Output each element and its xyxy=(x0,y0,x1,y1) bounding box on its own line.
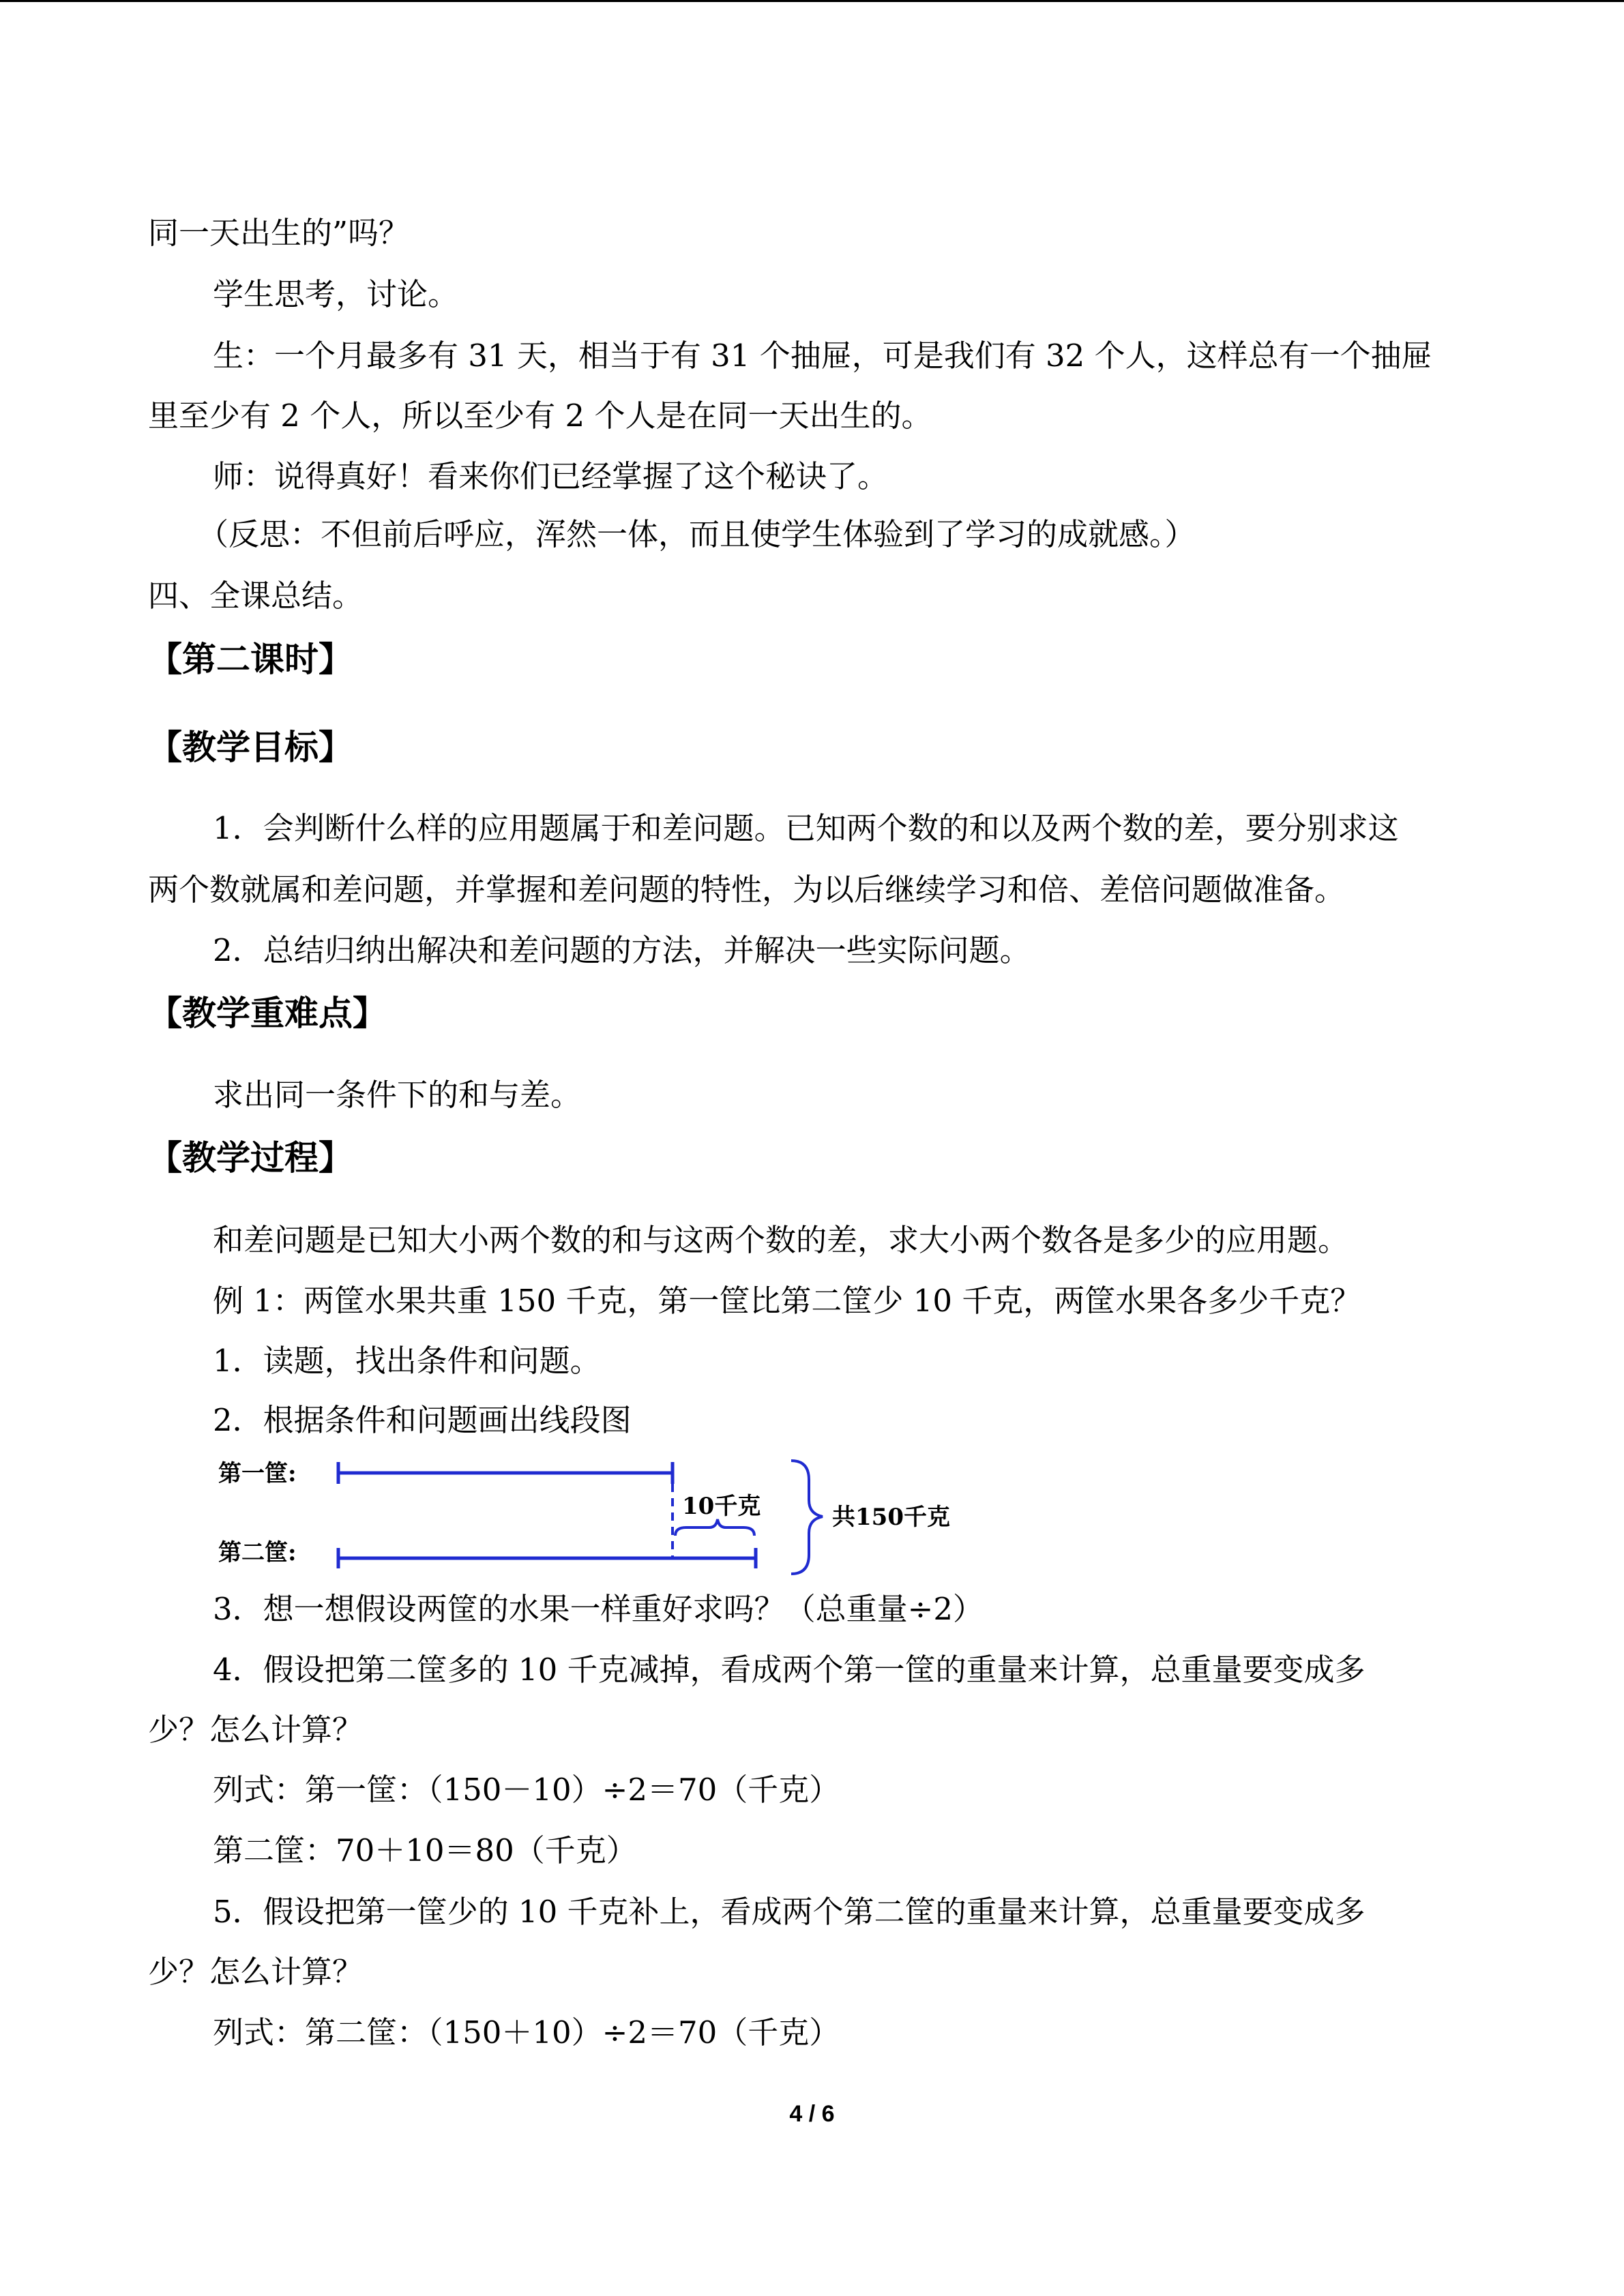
text-line: 生：一个月最多有 31 天，相当于有 31 个抽屉，可是我们有 32 个人，这样总有一个抽屉 xyxy=(213,338,1432,374)
label-total: 共150千克 xyxy=(832,1504,950,1531)
text-line: 4．假设把第二筐多的 10 千克减掉，看成两个第一筐的重量来计算，总重量要变成多 xyxy=(213,1652,1365,1688)
heading-key-points: 【教学重难点】 xyxy=(148,994,387,1033)
text-line: 2．根据条件和问题画出线段图 xyxy=(213,1402,632,1438)
text-line: 少？怎么计算？ xyxy=(148,1954,364,1990)
text-line: 和差问题是已知大小两个数的和与这两个数的差，求大小两个数各是多少的应用题。 xyxy=(213,1222,1349,1258)
equation-line: 列式：第二筐：（150＋10）÷2＝70（千克） xyxy=(213,2014,840,2051)
label-first-basket: 第一筐: xyxy=(218,1460,297,1487)
text-line: 1．读题，找出条件和问题。 xyxy=(213,1343,601,1379)
difference-brace xyxy=(675,1519,754,1536)
total-brace xyxy=(791,1461,823,1574)
page-number: 4 / 6 xyxy=(789,2101,835,2127)
text-line: 里至少有 2 个人，所以至少有 2 个人是在同一天出生的。 xyxy=(148,398,932,434)
line-segment-diagram xyxy=(205,1446,989,1589)
page-top-rule xyxy=(0,0,1624,2)
heading-lesson-two: 【第二课时】 xyxy=(148,640,353,679)
segment-second-basket xyxy=(338,1548,756,1568)
equation-line: 第二筐：70＋10＝80（千克） xyxy=(213,1832,637,1868)
text-line: 同一天出生的”吗？ xyxy=(148,215,410,251)
text-line: 两个数就属和差问题，并掌握和差问题的特性，为以后继续学习和倍、差倍问题做准备。 xyxy=(148,871,1346,908)
section-title: 四、全课总结。 xyxy=(148,578,364,614)
heading-teaching-process: 【教学过程】 xyxy=(148,1138,353,1178)
text-line: 少？怎么计算？ xyxy=(148,1712,364,1748)
text-line: 5．假设把第一筐少的 10 千克补上，看成两个第二筐的重量来计算，总重量要变成多 xyxy=(213,1894,1365,1930)
text-line: 3．想一想假设两筐的水果一样重好求吗？（总重量÷2） xyxy=(213,1591,984,1627)
example-problem: 例 1：两筐水果共重 150 千克，第一筐比第二筐少 10 千克，两筐水果各多少千克？ xyxy=(213,1283,1361,1319)
text-line: 求出同一条件下的和与差。 xyxy=(213,1077,582,1113)
segment-first-basket xyxy=(338,1462,673,1484)
heading-teaching-goals: 【教学目标】 xyxy=(148,728,353,767)
text-line: 师：说得真好！看来你们已经掌握了这个秘诀了。 xyxy=(213,458,889,494)
text-line: 2．总结归纳出解决和差问题的方法，并解决一些实际问题。 xyxy=(213,932,1031,968)
equation-line: 列式：第一筐：（150－10）÷2＝70（千克） xyxy=(213,1772,840,1808)
reflection-note: （反思：不但前后呼应，浑然一体，而且使学生体验到了学习的成就感。） xyxy=(198,516,1196,552)
label-difference: 10千克 xyxy=(682,1493,761,1520)
text-line: 1．会判断什么样的应用题属于和差问题。已知两个数的和以及两个数的差，要分别求这 xyxy=(213,810,1399,846)
text-line: 学生思考，讨论。 xyxy=(213,276,459,312)
label-second-basket: 第二筐: xyxy=(218,1539,297,1566)
